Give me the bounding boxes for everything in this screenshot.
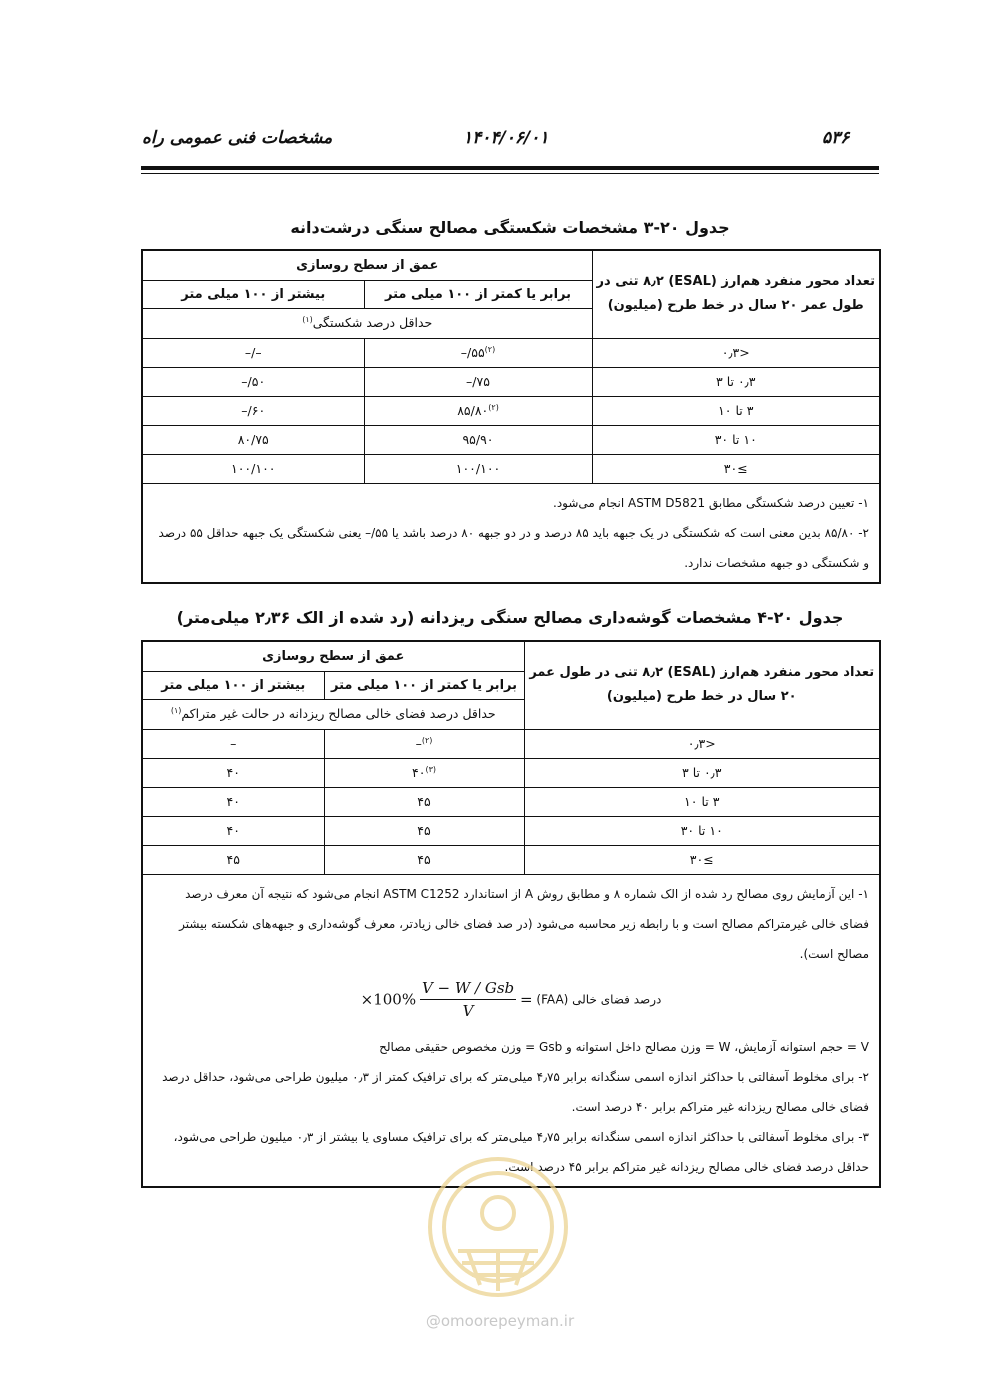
table1-cell-traffic: ۰٫۳ تا ۳ (592, 367, 880, 396)
table1-cell-gt: ۸۰/۷۵ (142, 425, 364, 454)
table1-cell-le: ۹۵/۹۰ (364, 425, 592, 454)
table1 (141, 249, 881, 584)
table-row (142, 396, 880, 425)
formula-rest: ×100% (360, 990, 417, 1008)
watermark-text: @omoorepeyman.ir (425, 1312, 575, 1330)
table1-cell-le: ۱۰۰/۱۰۰ (364, 454, 592, 483)
faa-formula (153, 977, 869, 1022)
table2-note-3: ۳- برای مخلوط آسفالتی با حداکثر اندازه اسمی سنگدانه برابر ۴٫۷۵ میلی‌متر که برای ترافیک مساوی یا بیشتر از ۰٫۳ میلیون طراحی می‌شود، حداقل درصد فضای خالی مصالح ریزدانه غیر متراکم برابر ۴۵ درصد است. (173, 1129, 869, 1174)
table2-note-1: ۱- این آزمایش روی مصالح رد شده از الک شماره ۸ و مطابق روش A از استاندارد ASTM C1252 انجام می‌شود که نتیجه آن معرف درصد فضای خالی غیرمتراکم مصالح است و با رابطه زیر محاسبه می‌شود (در صد فضای خالی زیادتر، معرف گوشه‌داری و جبهه‌های شکسته بیشتر مصالح است). (179, 886, 869, 961)
table2-cell-gt: ۴۵ (142, 845, 324, 874)
table-row (142, 367, 880, 396)
table1-subheader: حداقل درصد شکستگی$^{(۱)}$ (142, 308, 592, 338)
table2-traffic-header: تعداد محور منفرد هم‌ارز (ESAL) ۸٫۲ تنی در طول عمر ۲۰ سال در خط طرح (میلیون) (524, 641, 880, 729)
table2-depth-le-header: برابر یا کمتر از ۱۰۰ میلی متر (324, 671, 524, 699)
formula-numerator: V − W / Gsb (420, 977, 516, 1000)
table1-cell-traffic: ≥۳۰ (592, 454, 880, 483)
header-rule-thin (141, 173, 879, 174)
header-rule-thick (141, 166, 879, 170)
table1-cell-gt: ۵۰/– (142, 367, 364, 396)
table2-note-2: ۲- برای مخلوط آسفالتی با حداکثر اندازه اسمی سنگدانه برابر ۴٫۷۵ میلی‌متر که برای ترافیک کمتر از ۰٫۳ میلیون طراحی می‌شود، حداقل درصد فضای خالی مصالح ریزدانه غیر متراکم برابر ۴۰ درصد است. (162, 1069, 869, 1114)
table2-depth-gt-header: بیشتر از ۱۰۰ میلی متر (142, 671, 324, 699)
table-row (142, 729, 880, 758)
table-row (142, 425, 880, 454)
table-row (142, 787, 880, 816)
table1-depth-header: عمق از سطح روسازی (142, 250, 592, 280)
table2 (141, 640, 881, 1188)
table1-depth-le-header: برابر یا کمتر از ۱۰۰ میلی متر (364, 280, 592, 308)
table2-cell-le: ۴۵ (324, 787, 524, 816)
formula-fraction (420, 977, 516, 1022)
formula-equals: = (520, 990, 533, 1008)
header-title: مشخصات فنی عمومی راه (142, 128, 333, 148)
table-row (142, 454, 880, 483)
table1-notes (142, 483, 880, 583)
table2-cell-gt: – (142, 729, 324, 758)
table2-cell-le: ۴۵ (324, 845, 524, 874)
table1-cell-le: $^{(۲)}$۵۵/– (364, 338, 592, 367)
table2-cell-traffic: ≥۳۰ (524, 845, 880, 874)
table1-traffic-header: تعداد محور منفرد هم‌ارز (ESAL) ۸٫۲ تنی در طول عمر ۲۰ سال در خط طرح (میلیون) (592, 250, 880, 338)
table2-cell-le: $^{(۳)}$۴۰ (324, 758, 524, 787)
table1-note-1: ۱- تعیین درصد شکستگی مطابق ASTM D5821 انجام می‌شود. (553, 495, 869, 510)
table1-cell-le: $^{(۲)}$۸۵/۸۰ (364, 396, 592, 425)
table2-cell-traffic: ۱۰ تا ۳۰ (524, 816, 880, 845)
table2-cell-traffic: ۰٫۳ تا ۳ (524, 758, 880, 787)
table-row (142, 338, 880, 367)
table-row (142, 816, 880, 845)
table2-cell-traffic: ۳ تا ۱۰ (524, 787, 880, 816)
table2-depth-header: عمق از سطح روسازی (142, 641, 524, 671)
table2-cell-le: ۴۵ (324, 816, 524, 845)
table1-cell-gt: ۶۰/– (142, 396, 364, 425)
table2-caption: جدول ۲۰-۴ مشخصات گوشه‌داری مصالح سنگی ریزدانه (رد شده از الک ۲٫۳۶ میلی‌متر) (176, 608, 844, 627)
formula-label: درصد فضای خالی (FAA) (536, 992, 662, 1006)
table2-subheader: حداقل درصد فضای خالی مصالح ریزدانه در حالت غیر متراکم$^{(۱)}$ (142, 699, 524, 729)
table1-cell-gt: ۱۰۰/۱۰۰ (142, 454, 364, 483)
table1-cell-traffic: ۱۰ تا ۳۰ (592, 425, 880, 454)
header-date: ۱۴۰۴/۰۶/۰۱ (463, 128, 549, 148)
table2-cell-gt: ۴۰ (142, 758, 324, 787)
table-row (142, 758, 880, 787)
table2-notes (142, 874, 880, 1187)
watermark-seal-icon (388, 1155, 608, 1305)
table-row (142, 845, 880, 874)
table1-caption: جدول ۲۰-۳ مشخصات شکستگی مصالح سنگی درشت‌دانه (290, 218, 730, 237)
table2-note-vars: V = حجم استوانه آزمایش، W = وزن مصالح داخل استوانه و Gsb = وزن مخصوص حقیقی مصالح (379, 1039, 869, 1054)
table2-cell-gt: ۴۰ (142, 816, 324, 845)
table2-cell-traffic: <۰٫۳ (524, 729, 880, 758)
table1-note-2: ۲- ۸۵/۸۰ بدین معنی است که شکستگی در یک جبهه باید ۸۵ درصد و در دو جبهه ۸۰ درصد باشد یا ۵۵/– یعنی شکستگی یک جبهه حداقل ۵۵ درصد و شکستگی دو جبهه مشخصات ندارد. (158, 525, 869, 570)
table1-depth-gt-header: بیشتر از ۱۰۰ میلی متر (142, 280, 364, 308)
page-number: ۵۳۶ (822, 128, 850, 148)
formula-denominator: V (462, 1001, 474, 1020)
table1-cell-traffic: <۰٫۳ (592, 338, 880, 367)
table2-cell-le: $^{(۲)}$– (324, 729, 524, 758)
table2-cell-gt: ۴۰ (142, 787, 324, 816)
table1-cell-le: ۷۵/– (364, 367, 592, 396)
table1-cell-traffic: ۳ تا ۱۰ (592, 396, 880, 425)
table1-cell-gt: –/– (142, 338, 364, 367)
